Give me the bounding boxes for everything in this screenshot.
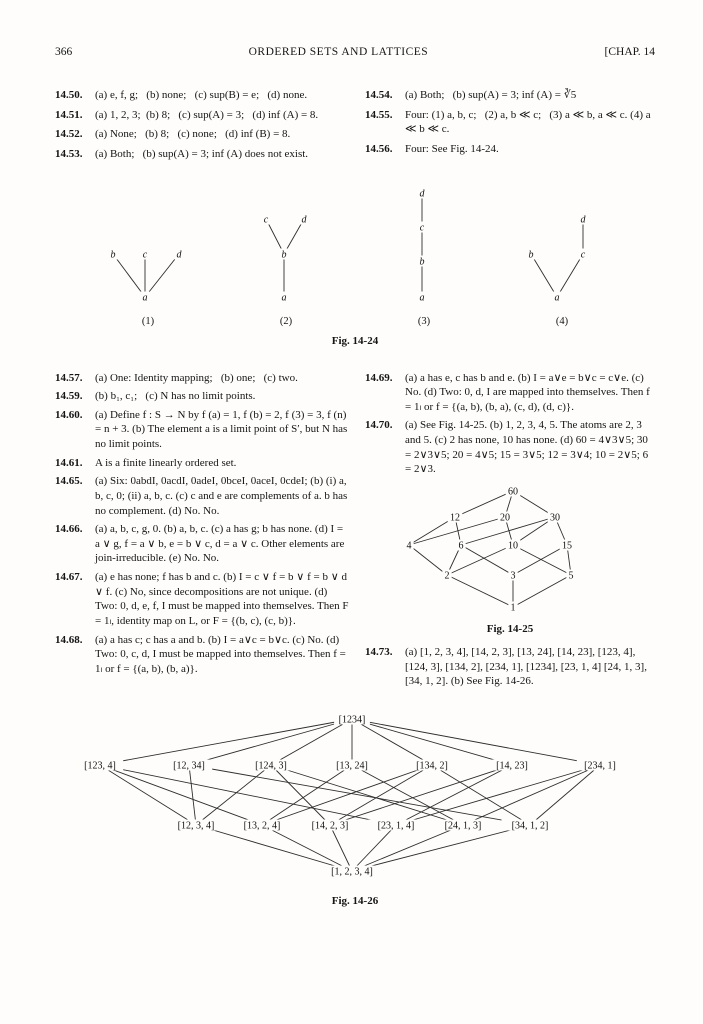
answer-item bbox=[365, 142, 655, 157]
svg-text:d: d bbox=[176, 249, 182, 260]
problem-number: 14.54. bbox=[365, 89, 393, 101]
answers-mid-section bbox=[55, 371, 655, 693]
svg-text:[1, 2, 3, 4]: [1, 2, 3, 4] bbox=[331, 866, 373, 878]
problem-number: 14.57. bbox=[55, 371, 83, 384]
problem-number: 14.65. bbox=[55, 475, 83, 488]
hasse-diagram-2 bbox=[231, 185, 341, 327]
problem-number: 14.59. bbox=[55, 390, 83, 403]
answers-mid-left-column bbox=[55, 371, 352, 693]
svg-text:[1234]: [1234] bbox=[338, 714, 366, 726]
problem-number: 14.53. bbox=[55, 147, 83, 160]
hasse-diagram-2-svg bbox=[231, 185, 341, 315]
fig-14-25-svg bbox=[365, 481, 655, 621]
answer-text: (a) a, b, c, g, 0. (b) a, b, c. (c) a has g; b has none. (d) I = a ∨ g, f = a ∨ b, e = b ∨ c, d = a ∨ c. Other elements are join-irreducible. (e) No. No. bbox=[95, 523, 348, 565]
svg-text:[23, 1, 4]: [23, 1, 4] bbox=[377, 820, 415, 832]
svg-text:b: b bbox=[528, 249, 534, 260]
answers-top-right-column bbox=[365, 88, 655, 167]
svg-text:[24, 1, 3]: [24, 1, 3] bbox=[444, 820, 482, 832]
answer-text: (a) 1, 2, 3; (b) 8; (c) sup(A) = 3; (d) inf (A) = 8. bbox=[95, 108, 319, 121]
answer-text: (b) b₁, c₁; (c) N has no limit points. bbox=[95, 390, 256, 403]
problem-number: 14.60. bbox=[55, 408, 83, 421]
fig-14-25 bbox=[365, 481, 655, 635]
problem-number: 14.61. bbox=[55, 456, 83, 469]
answer-text: (a) a has c; c has a and b. (b) I = a∨c = b∨c. (c) No. (d) Two: 0, c, d, I must be mapped into themselves. Then f = 1ₗ or f = {(a, b), (b, a)}. bbox=[95, 633, 349, 675]
running-title: ORDERED SETS AND LATTICES bbox=[248, 46, 429, 58]
answer-text: (a) Define f : S → N by f (a) = 1, f (b) = 2, f (3) = 3, f (n) = n + 3. (b) The element a is a limit point of S′, but N has no limit points. bbox=[95, 408, 351, 450]
svg-text:[234, 1]: [234, 1] bbox=[584, 760, 616, 772]
fig-14-26-svg bbox=[55, 707, 655, 889]
svg-text:[34, 1, 2]: [34, 1, 2] bbox=[511, 820, 549, 832]
svg-text:[14, 2, 3]: [14, 2, 3] bbox=[311, 820, 349, 832]
fig-14-24-caption: Fig. 14-24 bbox=[331, 334, 379, 347]
svg-text:[12, 34]: [12, 34] bbox=[173, 760, 205, 772]
subfig-label: (3) bbox=[417, 315, 431, 327]
answer-item bbox=[55, 456, 349, 471]
answer-item bbox=[55, 570, 352, 629]
answer-item bbox=[55, 371, 349, 386]
svg-text:30: 30 bbox=[550, 512, 560, 524]
answer-item bbox=[55, 522, 349, 566]
svg-text:6: 6 bbox=[458, 540, 464, 552]
problem-number: 14.69. bbox=[365, 371, 393, 384]
subfig-label: (1) bbox=[141, 315, 155, 327]
svg-text:[123, 4]: [123, 4] bbox=[84, 760, 116, 772]
fig-14-24 bbox=[65, 185, 645, 327]
answer-text: (a) One: Identity mapping; (b) one; (c) two. bbox=[95, 371, 298, 384]
answer-item bbox=[55, 408, 349, 452]
answer-item bbox=[365, 371, 655, 415]
page-header bbox=[55, 46, 655, 58]
chapter-label: [CHAP. 14 bbox=[604, 46, 655, 58]
hasse-diagram-1 bbox=[93, 185, 203, 327]
svg-text:15: 15 bbox=[562, 540, 572, 552]
answer-text: (a) Both; (b) sup(A) = 3; inf (A) does not exist. bbox=[95, 147, 309, 160]
svg-text:c: c bbox=[419, 222, 425, 233]
fig-14-26-caption: Fig. 14-26 bbox=[331, 894, 379, 907]
fig-14-25-caption: Fig. 14-25 bbox=[486, 622, 534, 635]
svg-text:[134, 2]: [134, 2] bbox=[416, 760, 448, 772]
svg-text:20: 20 bbox=[500, 512, 510, 524]
svg-text:a: a bbox=[554, 292, 560, 303]
answer-item bbox=[365, 108, 655, 137]
svg-text:d: d bbox=[301, 214, 307, 225]
answer-text: Four: (1) a, b, c; (2) a, b ≪ c; (3) a ≪ b, a ≪ c. (4) a ≪ b ≪ c. bbox=[405, 108, 654, 136]
problem-number: 14.66. bbox=[55, 523, 83, 536]
answer-text: Four: See Fig. 14-24. bbox=[405, 142, 499, 155]
hasse-diagram-3 bbox=[369, 185, 479, 327]
svg-text:3: 3 bbox=[510, 570, 516, 582]
answers-top-left-column bbox=[55, 88, 349, 167]
answer-item bbox=[55, 108, 349, 123]
answer-text: (a) e has none; f has b and c. (b) I = c ∨ f = b ∨ f = b ∨ d ∨ f. (c) No, since decompositions are not unique. (d) Two: 0, d, e, f, I must be mapped into themselves. Then F = 1ₗ, identity map on L, or F = {(b, c), (c, b)}. bbox=[95, 571, 352, 627]
svg-text:a: a bbox=[142, 292, 148, 303]
problem-number: 14.67. bbox=[55, 571, 83, 583]
problem-number: 14.73. bbox=[365, 645, 393, 658]
svg-text:[12, 3, 4]: [12, 3, 4] bbox=[177, 820, 215, 832]
answer-item bbox=[365, 645, 655, 689]
fig-14-26 bbox=[55, 707, 655, 907]
problem-number: 14.56. bbox=[365, 142, 393, 155]
page-number: 366 bbox=[55, 46, 73, 58]
svg-text:d: d bbox=[580, 214, 586, 225]
problem-number: 14.55. bbox=[365, 108, 393, 121]
answer-text: (a) a has e, c has b and e. (b) I = a∨e = b∨c = c∨e. (c) No. (d) Two: 0, d, I are mapped into themselves. Then f = 1ₗ or f = {(a, b), (b, a), (c, d), (d, c)}. bbox=[405, 371, 653, 413]
svg-text:60: 60 bbox=[508, 486, 518, 498]
svg-text:5: 5 bbox=[568, 570, 574, 582]
hasse-diagram-3-svg bbox=[369, 185, 479, 315]
answer-text: (a) e, f, g; (b) none; (c) sup(B) = e; (d) none. bbox=[95, 89, 308, 101]
svg-text:[14, 23]: [14, 23] bbox=[496, 760, 528, 772]
answer-item bbox=[55, 147, 349, 162]
answers-top-section bbox=[55, 88, 655, 167]
svg-text:c: c bbox=[263, 214, 269, 225]
problem-number: 14.50. bbox=[55, 89, 83, 101]
answer-item bbox=[55, 633, 349, 677]
svg-text:[13, 24]: [13, 24] bbox=[336, 760, 368, 772]
subfig-label: (4) bbox=[555, 315, 569, 327]
hasse-diagram-4 bbox=[507, 185, 617, 327]
problem-number: 14.52. bbox=[55, 128, 83, 141]
svg-text:b: b bbox=[110, 249, 116, 260]
answer-text: (a) Both; (b) sup(A) = 3; inf (A) = ∛5 bbox=[405, 89, 577, 101]
answer-text: (a) None; (b) 8; (c) none; (d) inf (B) = 8. bbox=[95, 128, 291, 141]
svg-text:[13, 2, 4]: [13, 2, 4] bbox=[243, 820, 281, 832]
svg-text:a: a bbox=[419, 292, 425, 303]
answer-text: (a) Six: 0abdI, 0acdI, 0adeI, 0bceI, 0aceI, 0cdeI; (b) (i) a, b, c, 0; (ii) a, b, c. (c) c and e are complements of a. b has no complement. (d) No. No. bbox=[95, 475, 351, 517]
svg-text:2: 2 bbox=[444, 570, 450, 582]
svg-text:d: d bbox=[419, 188, 425, 199]
answer-item bbox=[365, 418, 655, 477]
answer-text: (a) See Fig. 14-25. (b) 1, 2, 3, 4, 5. The atoms are 2, 3 and 5. (c) 2 has none, 10 has none. (d) 60 = 4∨3∨5; 30 = 2∨3∨5; 20 = 4∨5; 15 = 3∨5; 12 = 3∨4; 10 = 2∨5; 6 = 2∨3. bbox=[405, 419, 651, 476]
svg-text:[124, 3]: [124, 3] bbox=[255, 760, 287, 772]
svg-text:a: a bbox=[281, 292, 287, 303]
problem-number: 14.68. bbox=[55, 633, 83, 646]
problem-number: 14.70. bbox=[365, 419, 393, 432]
answer-text: (a) [1, 2, 3, 4], [14, 2, 3], [13, 24], [14, 23], [123, 4], [124, 3], [134, 2], [234, 1], [1234], [23, 1, 4] [24, 1, 3], [34, 1, 2]. (b) See Fig. 14-26. bbox=[405, 645, 650, 688]
problem-number: 14.51. bbox=[55, 108, 83, 121]
svg-text:c: c bbox=[580, 249, 586, 260]
answers-mid-right-column bbox=[365, 371, 655, 693]
answer-text: A is a finite linearly ordered set. bbox=[95, 456, 237, 469]
svg-text:4: 4 bbox=[406, 540, 412, 552]
hasse-diagram-4-svg bbox=[507, 185, 617, 315]
answer-item bbox=[365, 88, 655, 103]
svg-text:b: b bbox=[419, 256, 425, 267]
answer-item bbox=[55, 127, 349, 142]
svg-text:1: 1 bbox=[510, 602, 516, 614]
svg-text:10: 10 bbox=[508, 540, 518, 552]
answer-item bbox=[55, 88, 349, 103]
svg-text:c: c bbox=[142, 249, 148, 260]
subfig-label: (2) bbox=[279, 315, 293, 327]
hasse-diagram-1-svg bbox=[93, 185, 203, 315]
answer-item bbox=[55, 474, 349, 518]
svg-text:b: b bbox=[281, 249, 287, 260]
answer-item bbox=[55, 389, 349, 404]
svg-text:12: 12 bbox=[450, 512, 460, 524]
